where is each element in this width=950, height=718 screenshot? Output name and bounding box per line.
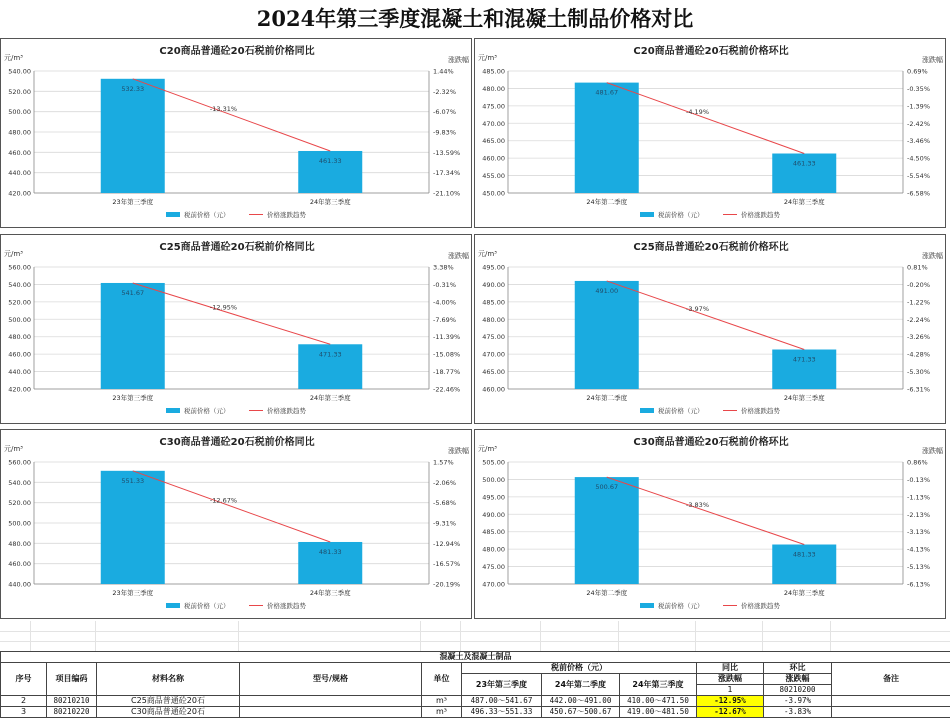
y2-tick-label: 3.38%	[433, 264, 454, 272]
header-mom: 环比	[764, 663, 832, 674]
cell-q3: 419.00～481.50	[620, 707, 697, 718]
x-tick-label: 24年第二季度	[586, 393, 627, 402]
y-tick-label: 465.00	[482, 137, 505, 145]
bar-1	[101, 471, 165, 584]
y2-tick-label: -4.28%	[907, 351, 930, 359]
bar-value-label: 541.67	[121, 289, 144, 297]
cell-no: 3	[1, 707, 47, 718]
y-axis-label: 元/m³	[478, 445, 497, 453]
y-tick-label: 470.00	[482, 581, 505, 589]
y-tick-label: 495.00	[482, 264, 505, 272]
y2-tick-label: -2.06%	[433, 479, 456, 487]
y-tick-label: 480.00	[8, 129, 31, 137]
change-label: -12.67%	[210, 496, 237, 504]
legend-bar-swatch	[640, 212, 654, 217]
y-tick-label: 460.00	[8, 351, 31, 359]
y2-tick-label: 0.86%	[907, 459, 928, 467]
y-tick-label: 520.00	[8, 298, 31, 306]
y2-tick-label: 0.81%	[907, 264, 928, 272]
chart-panel-c30-mom	[474, 429, 946, 619]
y2-tick-label: -7.69%	[433, 316, 456, 324]
bar-value-label: 491.00	[595, 287, 618, 295]
y-tick-label: 480.00	[482, 85, 505, 93]
chart-title: C20商品普通砼20石税前价格同比	[159, 44, 314, 57]
y-tick-label: 440.00	[8, 169, 31, 177]
chart-panel-c20-yoy	[0, 38, 472, 228]
y2-tick-label: -2.32%	[433, 88, 456, 96]
bar-value-label: 461.33	[319, 157, 342, 165]
y-axis-label: 元/m³	[4, 445, 23, 453]
y-tick-label: 490.00	[482, 511, 505, 519]
cell-note	[832, 707, 950, 718]
y-tick-label: 485.00	[482, 528, 505, 536]
legend-bar-swatch	[166, 408, 180, 413]
price-table	[0, 651, 950, 718]
y2-axis-label: 涨跌幅	[448, 446, 469, 455]
x-tick-label: 23年第三季度	[112, 588, 153, 597]
bar-value-label: 471.33	[319, 350, 342, 358]
legend-line-label: 价格涨跌趋势	[267, 406, 307, 415]
y-axis-label: 元/m³	[4, 250, 23, 258]
x-tick-label: 24年第三季度	[784, 393, 825, 402]
y-axis-label: 元/m³	[478, 54, 497, 62]
y-tick-label: 500.00	[8, 108, 31, 116]
legend-line-label: 价格涨跌趋势	[267, 601, 307, 610]
legend-bar-label: 税前价格（元）	[658, 601, 704, 610]
header-spec: 型号/规格	[240, 663, 422, 696]
cell-q1: 487.00～541.67	[462, 696, 542, 707]
cell-no: 1	[697, 685, 764, 696]
bar-value-label: 551.33	[121, 477, 144, 485]
y2-tick-label: -3.26%	[907, 333, 930, 341]
y2-tick-label: -18.77%	[433, 368, 460, 376]
y-tick-label: 490.00	[482, 281, 505, 289]
y2-tick-label: -2.42%	[907, 120, 930, 128]
header-q1: 23年第三季度	[462, 674, 542, 696]
header-yoy: 同比	[697, 663, 764, 674]
change-label: -13.31%	[210, 105, 237, 113]
y-tick-label: 475.00	[482, 102, 505, 110]
y-tick-label: 520.00	[8, 88, 31, 96]
y-axis-label: 元/m³	[4, 54, 23, 62]
y2-tick-label: -0.20%	[907, 281, 930, 289]
page-title: 2024年第三季度混凝土和混凝土制品价格对比	[0, 3, 950, 33]
bar-value-label: 500.67	[595, 483, 618, 491]
y-axis-label: 元/m³	[478, 250, 497, 258]
y-tick-label: 420.00	[8, 386, 31, 394]
cell-yoy: -12.95%	[697, 696, 764, 707]
legend-line-label: 价格涨跌趋势	[741, 210, 781, 219]
header-code: 项目编码	[47, 663, 97, 696]
bar-1	[101, 283, 165, 389]
y2-tick-label: -17.34%	[433, 169, 460, 177]
y-tick-label: 495.00	[482, 493, 505, 501]
chart-panel-c25-yoy	[0, 234, 472, 424]
y2-axis-label: 涨跌幅	[922, 251, 943, 260]
y2-tick-label: -2.24%	[907, 316, 930, 324]
cell-code: 80210200	[764, 685, 832, 696]
cell-q2: 442.00～491.00	[542, 696, 620, 707]
cell-code: 80210220	[47, 707, 97, 718]
y2-axis-label: 涨跌幅	[448, 55, 469, 64]
change-label: -4.19%	[686, 108, 709, 116]
y2-tick-label: -6.07%	[433, 108, 456, 116]
y2-tick-label: 0.69%	[907, 68, 928, 76]
x-tick-label: 24年第三季度	[310, 393, 351, 402]
x-tick-label: 24年第三季度	[310, 588, 351, 597]
y2-tick-label: -9.83%	[433, 129, 456, 137]
legend-bar-label: 税前价格（元）	[184, 601, 230, 610]
y2-tick-label: 1.57%	[433, 459, 454, 467]
chart-title: C25商品普通砼20石税前价格同比	[159, 240, 314, 253]
header-price: 税前价格（元）	[462, 663, 697, 674]
x-tick-label: 24年第二季度	[586, 197, 627, 206]
y2-tick-label: -6.31%	[907, 386, 930, 394]
y2-tick-label: -5.68%	[433, 499, 456, 507]
bar-1	[575, 281, 639, 389]
y2-tick-label: -1.39%	[907, 102, 930, 110]
change-label: -3.97%	[686, 305, 709, 313]
y2-tick-label: -3.46%	[907, 137, 930, 145]
header-q3: 24年第三季度	[620, 674, 697, 696]
y2-tick-label: -21.10%	[433, 190, 460, 198]
change-label: -12.95%	[210, 304, 237, 312]
cell-q2: 450.67～500.67	[542, 707, 620, 718]
cell-unit: m³	[422, 696, 462, 707]
y-tick-label: 475.00	[482, 563, 505, 571]
cell-yoy: -12.67%	[697, 707, 764, 718]
legend-bar-label: 税前价格（元）	[658, 210, 704, 219]
bar-value-label: 481.33	[319, 548, 342, 556]
legend-line-label: 价格涨跌趋势	[741, 601, 781, 610]
chart-c25-mom	[475, 235, 946, 424]
chart-panel-c25-mom	[474, 234, 946, 424]
chart-c30-mom	[475, 430, 946, 619]
bar-value-label: 532.33	[121, 85, 144, 93]
y2-tick-label: -4.00%	[433, 298, 456, 306]
y2-tick-label: -4.13%	[907, 546, 930, 554]
y-tick-label: 540.00	[8, 479, 31, 487]
cell-code: 80210210	[47, 696, 97, 707]
cell-unit: m³	[422, 707, 462, 718]
cell-q1: 496.33～551.33	[462, 707, 542, 718]
y2-tick-label: -1.13%	[907, 493, 930, 501]
cell-no: 2	[1, 696, 47, 707]
y-tick-label: 420.00	[8, 190, 31, 198]
x-tick-label: 24年第三季度	[784, 588, 825, 597]
y2-tick-label: -6.58%	[907, 190, 930, 198]
cell-mom: -3.97%	[764, 696, 832, 707]
price-sheet	[0, 621, 950, 717]
y-tick-label: 485.00	[482, 68, 505, 76]
chart-c30-yoy	[1, 430, 472, 619]
cell-name: C30商品普通砼20石	[97, 707, 240, 718]
change-label: -3.83%	[686, 501, 709, 509]
bar-1	[101, 79, 165, 193]
bar-1	[575, 83, 639, 193]
table-row	[1, 696, 950, 707]
y2-tick-label: -13.59%	[433, 149, 460, 157]
y2-tick-label: -4.50%	[907, 155, 930, 163]
chart-c25-yoy	[1, 235, 472, 424]
y2-tick-label: -0.31%	[433, 281, 456, 289]
y-tick-label: 480.00	[8, 333, 31, 341]
y-tick-label: 455.00	[482, 172, 505, 180]
y-tick-label: 480.00	[8, 540, 31, 548]
y-tick-label: 500.00	[8, 520, 31, 528]
y-tick-label: 480.00	[482, 316, 505, 324]
y2-tick-label: -6.13%	[907, 581, 930, 589]
bar-value-label: 481.33	[793, 551, 816, 559]
y2-tick-label: -12.94%	[433, 540, 460, 548]
cell-q3: 410.00～471.50	[620, 696, 697, 707]
y-tick-label: 465.00	[482, 368, 505, 376]
y2-tick-label: -3.13%	[907, 528, 930, 536]
y-tick-label: 470.00	[482, 120, 505, 128]
y-tick-label: 500.00	[8, 316, 31, 324]
y-tick-label: 500.00	[482, 476, 505, 484]
header-unit: 单位	[422, 663, 462, 696]
x-tick-label: 24年第二季度	[586, 588, 627, 597]
y2-tick-label: 1.44%	[433, 68, 454, 76]
header-name: 材料名称	[97, 663, 240, 696]
y2-tick-label: -9.31%	[433, 520, 456, 528]
cell-name: C25商品普通砼20石	[97, 696, 240, 707]
y-tick-label: 485.00	[482, 298, 505, 306]
y2-tick-label: -5.30%	[907, 368, 930, 376]
y-tick-label: 450.00	[482, 190, 505, 198]
cell-mom: -3.83%	[764, 707, 832, 718]
y2-tick-label: -2.13%	[907, 511, 930, 519]
y2-tick-label: -5.13%	[907, 563, 930, 571]
y-tick-label: 460.00	[482, 386, 505, 394]
y-tick-label: 540.00	[8, 281, 31, 289]
x-tick-label: 23年第三季度	[112, 197, 153, 206]
y2-tick-label: -11.39%	[433, 333, 460, 341]
table-row	[1, 707, 950, 718]
legend-bar-swatch	[640, 408, 654, 413]
chart-panel-c20-mom	[474, 38, 946, 228]
y2-tick-label: -15.08%	[433, 351, 460, 359]
x-tick-label: 24年第三季度	[784, 197, 825, 206]
legend-line-label: 价格涨跌趋势	[267, 210, 307, 219]
y-tick-label: 460.00	[8, 149, 31, 157]
y-tick-label: 440.00	[8, 368, 31, 376]
legend-bar-swatch	[166, 603, 180, 608]
y-tick-label: 505.00	[482, 459, 505, 467]
legend-bar-swatch	[640, 603, 654, 608]
chart-title: C25商品普通砼20石税前价格环比	[633, 240, 788, 253]
x-tick-label: 23年第三季度	[112, 393, 153, 402]
chart-title: C20商品普通砼20石税前价格环比	[633, 44, 788, 57]
y-tick-label: 475.00	[482, 333, 505, 341]
y2-tick-label: -0.13%	[907, 476, 930, 484]
y-tick-label: 480.00	[482, 546, 505, 554]
y-tick-label: 470.00	[482, 351, 505, 359]
cell-note	[832, 696, 950, 707]
chart-panel-c30-yoy	[0, 429, 472, 619]
y2-tick-label: -16.57%	[433, 560, 460, 568]
cell-spec	[240, 707, 422, 718]
bar-1	[575, 477, 639, 584]
header-yoy-change: 涨跌幅	[697, 674, 764, 685]
header-no: 序号	[1, 663, 47, 696]
y2-axis-label: 涨跌幅	[922, 446, 943, 455]
cell-spec	[240, 696, 422, 707]
y2-tick-label: -20.19%	[433, 581, 460, 589]
chart-c20-yoy	[1, 39, 472, 228]
y-tick-label: 460.00	[8, 560, 31, 568]
y-tick-label: 520.00	[8, 499, 31, 507]
y2-tick-label: -0.35%	[907, 85, 930, 93]
legend-line-label: 价格涨跌趋势	[741, 406, 781, 415]
bar-value-label: 461.33	[793, 160, 816, 168]
legend-bar-label: 税前价格（元）	[184, 406, 230, 415]
y-tick-label: 560.00	[8, 459, 31, 467]
chart-title: C30商品普通砼20石税前价格环比	[633, 435, 788, 448]
bar-value-label: 471.33	[793, 356, 816, 364]
y2-axis-label: 涨跌幅	[922, 55, 943, 64]
y2-axis-label: 涨跌幅	[448, 251, 469, 260]
y-tick-label: 440.00	[8, 581, 31, 589]
y-tick-label: 560.00	[8, 264, 31, 272]
y2-tick-label: -1.22%	[907, 298, 930, 306]
y-tick-label: 460.00	[482, 155, 505, 163]
header-q2: 24年第二季度	[542, 674, 620, 696]
sheet-gridlines	[0, 621, 950, 651]
bar-value-label: 481.67	[595, 89, 618, 97]
header-note: 备注	[832, 663, 950, 696]
x-tick-label: 24年第三季度	[310, 197, 351, 206]
y-tick-label: 540.00	[8, 68, 31, 76]
legend-bar-label: 税前价格（元）	[184, 210, 230, 219]
chart-c20-mom	[475, 39, 946, 228]
legend-bar-swatch	[166, 212, 180, 217]
chart-title: C30商品普通砼20石税前价格同比	[159, 435, 314, 448]
header-mom-change: 涨跌幅	[764, 674, 832, 685]
legend-bar-label: 税前价格（元）	[658, 406, 704, 415]
y2-tick-label: -5.54%	[907, 172, 930, 180]
table-category: 混凝土及混凝土制品	[1, 652, 950, 663]
y2-tick-label: -22.46%	[433, 386, 460, 394]
